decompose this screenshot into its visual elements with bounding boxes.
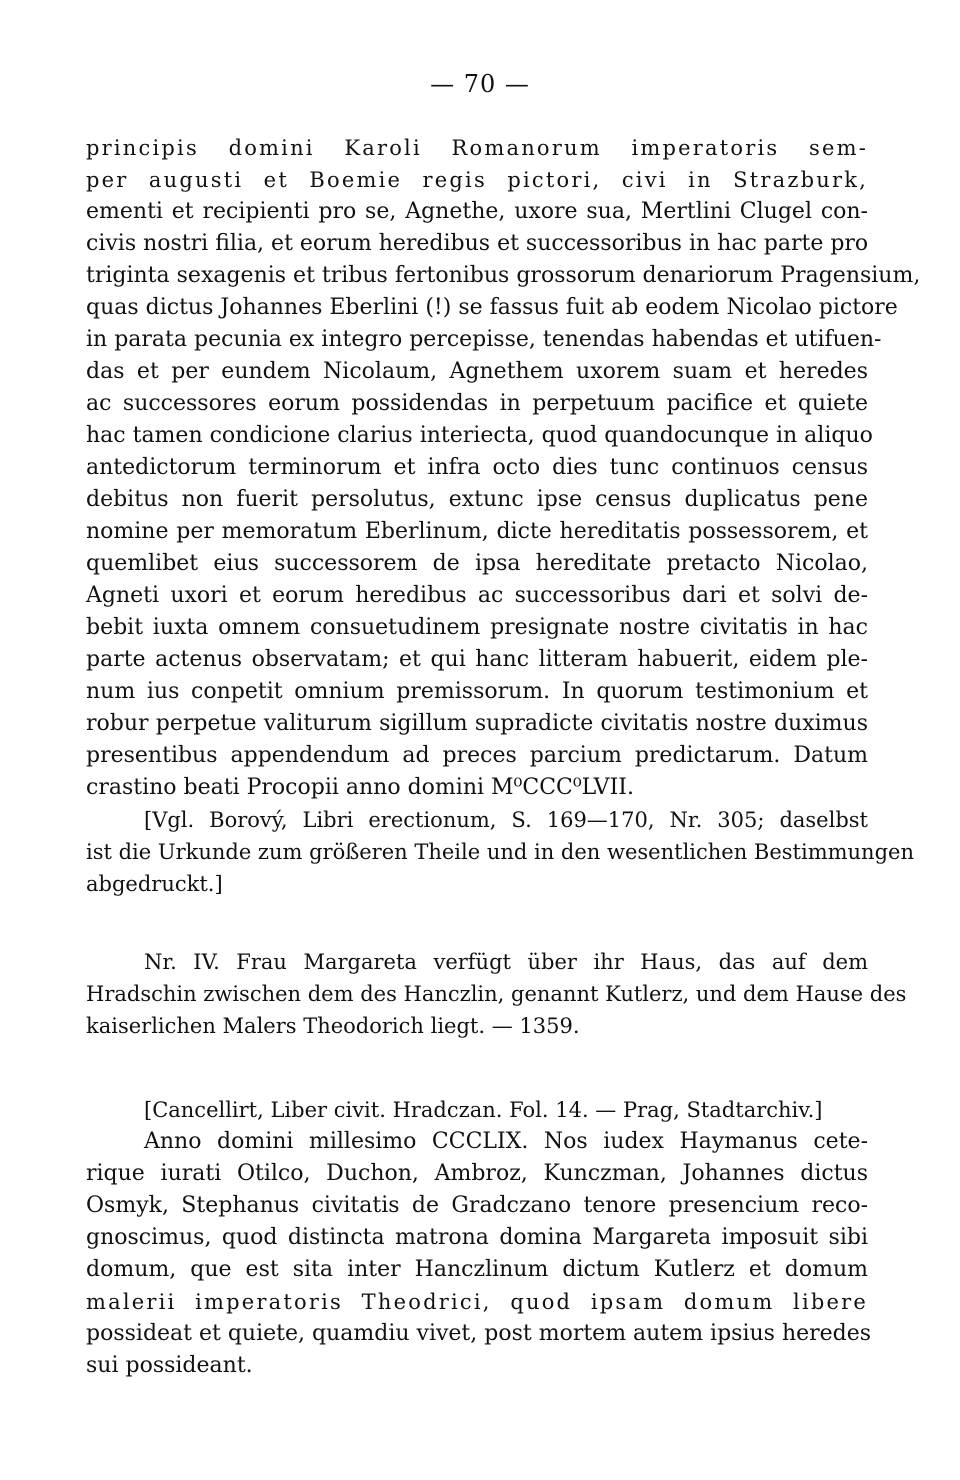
text-line: quemlibet eius successorem de ipsa hereditate pretacto Nicolao, bbox=[86, 551, 868, 576]
text-line: rique iurati Otilco, Duchon, Ambroz, Kunczman, Johannes dictus bbox=[86, 1161, 868, 1186]
text-line: ementi et recipienti pro se, Agnethe, uxore sua, Mertlini Clugel con- bbox=[86, 199, 868, 224]
text-line: possideat et quiete, quamdiu vivet, post mortem autem ipsius heredes bbox=[86, 1321, 872, 1346]
text-line: Osmyk, Stephanus civitatis de Gradczano tenore presencium reco- bbox=[86, 1193, 868, 1218]
text-line: quas dictus Johannes Eberlini (!) se fassus fuit ab eodem Nicolao pictore bbox=[86, 295, 898, 320]
heading-line: Hradschin zwischen dem des Hanczlin, genannt Kutlerz, und dem Hause des bbox=[86, 982, 907, 1006]
heading-line: kaiserlichen Malers Theodorich liegt. — 1359. bbox=[86, 1014, 580, 1038]
text-line: num ius conpetit omnium premissorum. In quorum testimonium et bbox=[86, 679, 868, 704]
charter-text bbox=[86, 1094, 872, 1382]
text-line: civis nostri filia, et eorum heredibus et successoribus in hac parte pro bbox=[86, 231, 869, 256]
editorial-note-line: abgedruckt.] bbox=[86, 872, 223, 896]
text-line: nomine per memoratum Eberlinum, dicte hereditatis possessorem, et bbox=[86, 519, 868, 544]
text-line: in parata pecunia ex integro percepisse, tenendas habendas et utifuen- bbox=[86, 327, 882, 352]
page-number: — 70 — bbox=[430, 70, 530, 98]
text-line: domum, que est sita inter Hanczlinum dictum Kutlerz et domum bbox=[86, 1257, 868, 1282]
editorial-note-line: [Vgl. Borový, Libri erectionum, S. 169—170, Nr. 305; daselbst bbox=[144, 808, 868, 832]
text-line: bebit iuxta omnem consuetudinem presignate nostre civitatis in hac bbox=[86, 615, 868, 640]
text-line: principis domini Karoli Romanorum imperatoris sem- bbox=[86, 136, 868, 160]
text-line: malerii imperatoris Theodrici, quod ipsam domum libere bbox=[86, 1290, 868, 1314]
text-line: sui possideant. bbox=[86, 1353, 253, 1378]
charter-text-continued bbox=[86, 132, 921, 900]
text-line: gnoscimus, quod distincta matrona domina Margareta imposuit sibi bbox=[86, 1225, 868, 1250]
text-line: per augusti et Boemie regis pictori, civi in Strazburk, bbox=[86, 168, 868, 192]
text-line: presentibus appendendum ad preces parcium predictarum. Datum bbox=[86, 743, 868, 768]
text-line: Anno domini millesimo CCCLIX. Nos iudex Haymanus cete- bbox=[144, 1129, 868, 1154]
text-line: Agneti uxori et eorum heredibus ac successoribus dari et solvi de- bbox=[86, 583, 868, 608]
text-line: parte actenus observatam; et qui hanc litteram habuerit, eidem ple- bbox=[86, 647, 868, 672]
document-heading bbox=[86, 946, 907, 1042]
text-line: triginta sexagenis et tribus fertonibus grossorum denariorum Pragensium, bbox=[86, 263, 921, 288]
text-line: hac tamen condicione clarius interiecta, quod quandocunque in aliquo bbox=[86, 423, 873, 448]
text-line: debitus non fuerit persolutus, extunc ipse census duplicatus pene bbox=[86, 487, 868, 512]
text-line: crastino beati Procopii anno domini M⁰CCC⁰LVII. bbox=[86, 775, 634, 800]
text-line: ac successores eorum possidendas in perpetuum pacifice et quiete bbox=[86, 391, 868, 416]
text-line: antedictorum terminorum et infra octo dies tunc continuos census bbox=[86, 455, 868, 480]
text-line: das et per eundem Nicolaum, Agnethem uxorem suam et heredes bbox=[86, 359, 868, 384]
heading-line: Nr. IV. Frau Margareta verfügt über ihr Haus, das auf dem bbox=[144, 950, 868, 974]
editorial-note-line: ist die Urkunde zum größeren Theile und in den wesentlichen Bestimmungen bbox=[86, 840, 914, 864]
source-note: [Cancellirt, Liber civit. Hradczan. Fol. 14. — Prag, Stadtarchiv.] bbox=[144, 1098, 823, 1122]
text-line: robur perpetue valiturum sigillum supradicte civitatis nostre duximus bbox=[86, 711, 868, 736]
